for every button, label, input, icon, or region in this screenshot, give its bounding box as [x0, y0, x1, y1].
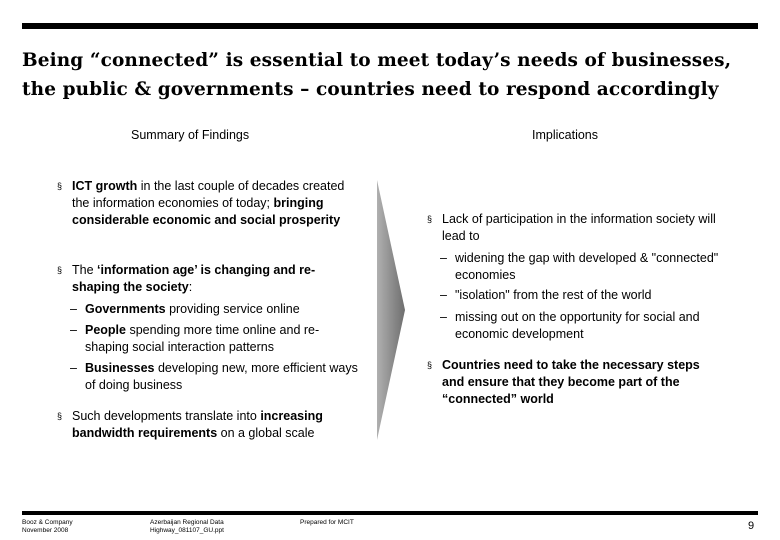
finding-bandwidth: § Such developments translate into increasing bandwidth requirements on a global scale	[57, 409, 323, 440]
dash-marker: –	[70, 323, 77, 337]
dash-marker: –	[70, 361, 77, 375]
finding-information-age: § The ‘information age’ is changing and re-shaping the society:	[57, 263, 316, 294]
bullet-marker: §	[57, 265, 63, 275]
dash-marker: –	[440, 288, 447, 302]
implication-sub-missing-out: – missing out on the opportunity for social and economic development	[440, 310, 700, 341]
slide-title	[22, 46, 762, 104]
implication-lack-of-participation: § Lack of participation in the information society will lead to	[427, 212, 716, 243]
footer-document: Azerbaijan Regional Data Highway_081107_GU.ppt	[150, 519, 224, 534]
implication-sub-widening-gap: – widening the gap with developed & "connected" economies	[440, 251, 719, 282]
header-implications: Implications	[532, 128, 598, 142]
title-line-1: Being “connected” is essential to meet today’s needs of businesses,	[22, 50, 732, 71]
finding-ict-growth: § ICT growth in the last couple of decades created the information economies of today; bringing considerable economic and social prosperity	[57, 179, 345, 227]
bullet-marker: §	[57, 181, 63, 191]
page-number: 9	[748, 520, 755, 532]
top-rule	[22, 23, 758, 29]
finding-sub-people: – People spending more time online and re-shaping social interaction patterns	[70, 323, 320, 354]
dash-marker: –	[440, 310, 447, 324]
bullet-marker: §	[57, 411, 63, 421]
header-summary-of-findings: Summary of Findings	[131, 128, 250, 142]
footer-company: Booz & Company November 2008	[22, 519, 73, 534]
implication-sub-isolation: – "isolation" from the rest of the world	[440, 288, 652, 302]
chevron-arrow-icon	[377, 180, 407, 440]
finding-sub-businesses: – Businesses developing new, more efficient ways of doing business	[70, 361, 358, 392]
bullet-marker: §	[427, 360, 433, 370]
footer-prepared-for: Prepared for MCIT	[300, 519, 354, 526]
dash-marker: –	[70, 302, 77, 316]
title-line-2: the public & governments – countries need to respond accordingly	[22, 79, 719, 100]
finding-sub-governments: – Governments providing service online	[70, 302, 300, 316]
implication-countries-need: § Countries need to take the necessary steps and ensure that they become part of the “connected” world	[427, 358, 700, 406]
bullet-marker: §	[427, 214, 433, 224]
dash-marker: –	[440, 251, 447, 265]
bottom-rule	[22, 511, 758, 515]
